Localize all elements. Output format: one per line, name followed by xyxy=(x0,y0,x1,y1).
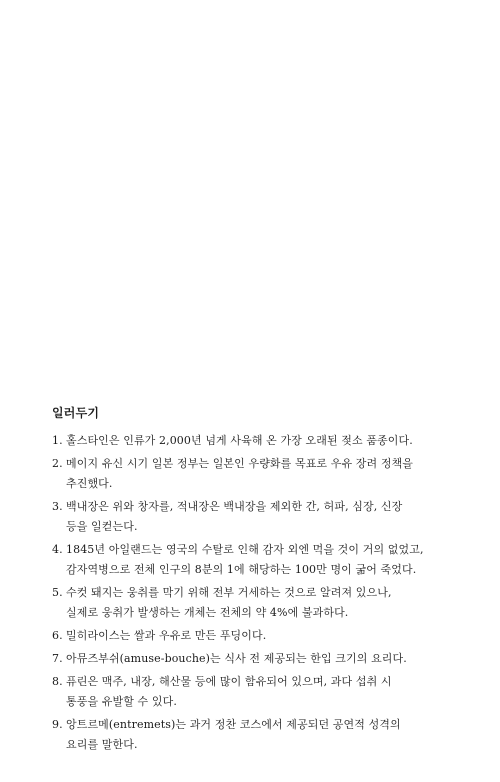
note-text: 앙트르메(entremets)는 과거 정찬 코스에서 제공되던 공연적 성격의 요리를 말한다. xyxy=(66,718,401,751)
note-number: 3. xyxy=(52,500,63,513)
note-item-6 xyxy=(52,626,424,646)
note-item-4 xyxy=(52,540,424,580)
note-number: 5. xyxy=(52,586,63,599)
note-number: 1. xyxy=(52,434,63,447)
note-number: 8. xyxy=(52,675,63,688)
note-text: 퓨린은 맥주, 내장, 해산물 등에 많이 함유되어 있으며, 과다 섭취 시 통풍을 유발할 수 있다. xyxy=(66,675,392,708)
note-number: 2. xyxy=(52,457,63,470)
note-item-5 xyxy=(52,583,424,623)
editorial-notes-section xyxy=(52,405,424,758)
note-item-9 xyxy=(52,715,424,755)
note-item-7 xyxy=(52,649,424,669)
note-number: 7. xyxy=(52,652,63,665)
note-text: 홀스타인은 인류가 2,000년 넘게 사육해 온 가장 오래된 젖소 품종이다. xyxy=(66,434,413,447)
note-item-1 xyxy=(52,431,424,451)
note-item-3 xyxy=(52,497,424,537)
note-text: 밀히라이스는 쌀과 우유로 만든 푸딩이다. xyxy=(66,629,267,642)
note-text: 1845년 아일랜드는 영국의 수탈로 인해 감자 외엔 먹을 것이 거의 없었고, 감자역병으로 전체 인구의 8분의 1에 해당하는 100만 명이 굶어 죽었다. xyxy=(66,543,424,576)
note-number: 4. xyxy=(52,543,63,556)
note-text: 수컷 돼지는 웅취를 막기 위해 전부 거세하는 것으로 알려져 있으나, 실제로 웅취가 발생하는 개체는 전체의 약 4%에 불과하다. xyxy=(66,586,392,619)
note-item-8 xyxy=(52,672,424,712)
notes-list xyxy=(52,431,424,755)
note-number: 9. xyxy=(52,718,63,731)
note-number: 6. xyxy=(52,629,63,642)
note-item-2 xyxy=(52,454,424,494)
note-text: 아뮤즈부쉬(amuse-bouche)는 식사 전 제공되는 한입 크기의 요리다. xyxy=(66,652,407,665)
notes-title: 일러두기 xyxy=(52,406,100,420)
note-text: 백내장은 위와 창자를, 적내장은 백내장을 제외한 간, 허파, 심장, 신장 등을 일컫는다. xyxy=(66,500,403,533)
note-text: 메이지 유신 시기 일본 정부는 일본인 우량화를 목표로 우유 장려 정책을 추진했다. xyxy=(66,457,414,490)
